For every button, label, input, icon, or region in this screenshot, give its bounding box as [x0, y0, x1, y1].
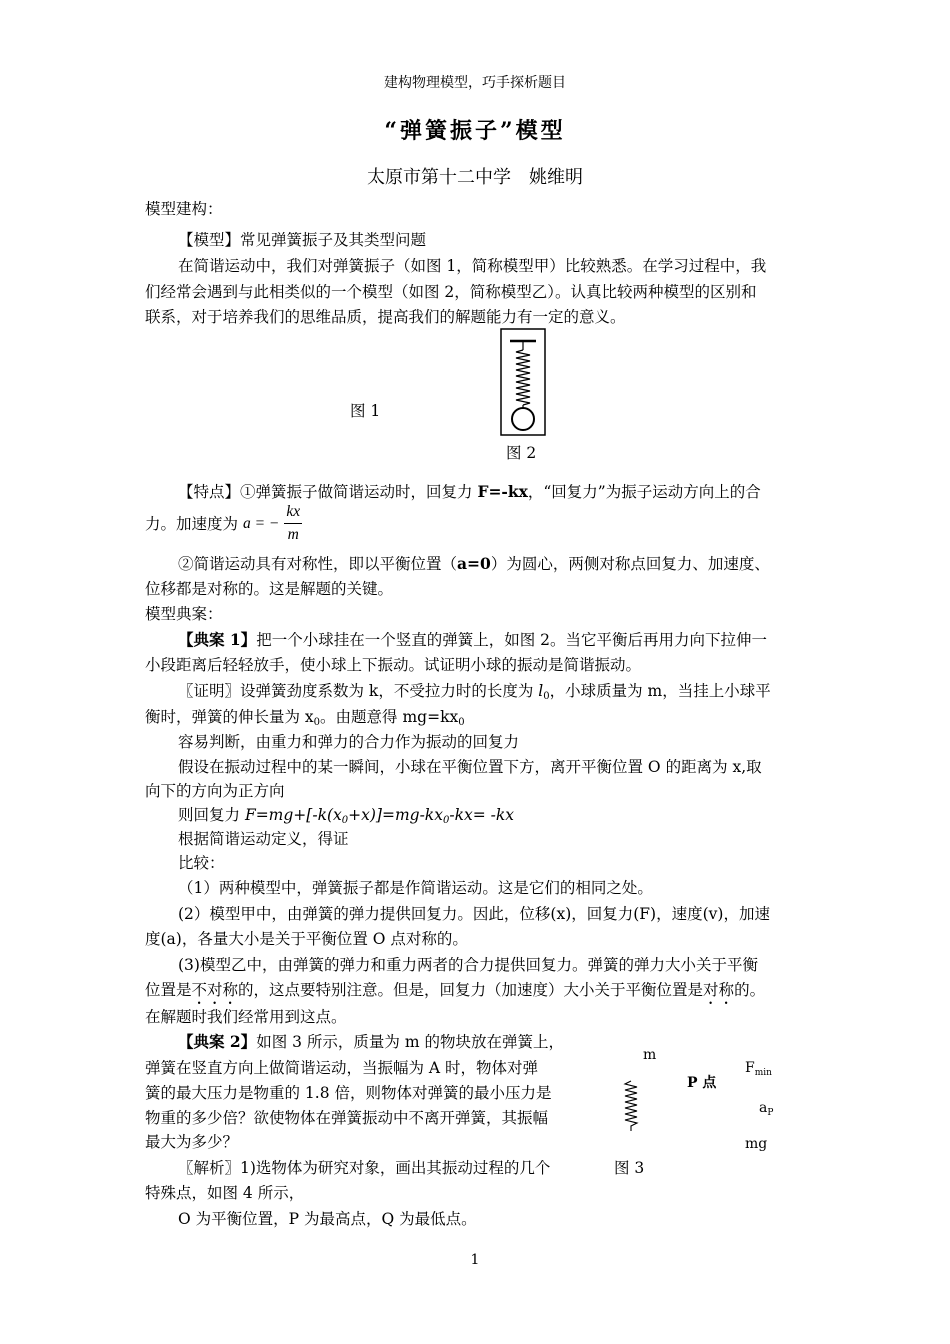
- analysis-line-1: 〖解析〗1)选物体为研究对象，画出其振动过程的几个: [178, 1159, 551, 1177]
- compare-1: （1）两种模型中，弹簧振子都是作简谐运动。这是它们的相同之处。: [178, 879, 653, 897]
- proof-line-7: 根据简谐运动定义，得证: [178, 830, 349, 848]
- case2-line-4: 物重的多少倍？欲使物体在弹簧振动中不离开弹簧，其振幅: [145, 1109, 549, 1127]
- intro-line-2: 们经常会遇到与此相类似的一个模型（如图 2，简称模型乙）。认真比较两种模型的区别和: [145, 283, 757, 301]
- intro-line-1: 在简谐运动中，我们对弹簧振子（如图 1，简称模型甲）比较熟悉。在学习过程中，我: [178, 257, 767, 275]
- page-title: “弹簧振子”模型: [384, 118, 566, 144]
- fig3-mass-label: m: [643, 1047, 657, 1063]
- model-heading: 【模型】常见弹簧振子及其类型问题: [178, 231, 427, 249]
- compare-2-line-2: 度(a)，各量大小是关于平衡位置 O 点对称的。: [145, 930, 468, 948]
- compare-label: 比较：: [178, 854, 225, 872]
- page-header: 建构物理模型，巧手探析题目: [384, 75, 566, 91]
- proof-line-2: 衡时，弹簧的伸长量为 $x_0$。由题意得 $mg=kx_0$: [145, 708, 465, 728]
- symmetry-line-2: 位移都是对称的。这是解题的关键。: [145, 580, 394, 598]
- analysis-line-2: 特殊点，如图 4 所示，: [145, 1184, 305, 1202]
- case2-line-3: 簧的最大压力是物重的 1.8 倍，则物体对弹簧的最小压力是: [145, 1084, 552, 1102]
- case2-line-2: 弹簧在竖直方向上做简谐运动，当振幅为 A 时，物体对弹: [145, 1059, 539, 1077]
- proof-line-3: 容易判断，由重力和弹力的合力作为振动的回复力: [178, 733, 520, 751]
- proof-line-5: 向下的方向为正方向: [145, 782, 285, 800]
- figure-2-spring-diagram: [500, 328, 548, 438]
- fig3-ap-label: $a_P$: [759, 1100, 774, 1118]
- feature-line-2: 力。加速度为 a = − $\frac{kx}{m}$: [145, 501, 302, 547]
- figure-1-caption: 图 1: [350, 402, 381, 420]
- case2-line-5: 最大为多少？: [145, 1133, 239, 1151]
- analysis-line-3: O 为平衡位置，P 为最高点，Q 为最低点。: [178, 1210, 477, 1228]
- section-cases: 模型典案：: [145, 605, 223, 623]
- compare-3-line-1: (3)模型乙中，由弹簧的弹力和重力两者的合力提供回复力。弹簧的弹力大小关于平衡: [178, 956, 758, 974]
- proof-line-4: 假设在振动过程中的某一瞬间，小球在平衡位置下方，离开平衡位置 O 的距离为 x,取: [178, 758, 762, 776]
- acceleration-fraction: $\frac{kx}{m}$: [286, 503, 301, 543]
- figure-3-caption: 图 3: [614, 1159, 645, 1177]
- proof-line-1: 〖证明〗设弹簧劲度系数为 k，不受拉力时的长度为 $l_0$，小球质量为 m，当挂上小球平: [178, 682, 771, 702]
- case1-line-2: 小段距离后轻轻放手，使小球上下振动。试证明小球的振动是简谐振动。: [145, 656, 642, 674]
- compare-3-line-3: 在解题时我们经常用到这点。: [145, 1008, 347, 1026]
- fig3-mg-label: mg: [745, 1136, 768, 1152]
- section-model-build: 模型建构：: [145, 200, 223, 218]
- compare-3-line-2: 位置是不对称的，这点要特别注意。但是，回复力（加速度）大小关于平衡位置是对称的。: [145, 981, 766, 999]
- fig3-fmin-label: $F_{min}$: [745, 1060, 772, 1078]
- case1-line-1: 【典案 1】把一个小球挂在一个竖直的弹簧上，如图 2。当它平衡后再用力向下拉伸一: [178, 630, 767, 649]
- feature-line-1: 【特点】①弹簧振子做简谐运动时，回复力 F=-kx，“回复力”为振子运动方向上的合: [178, 482, 761, 501]
- case2-line-1: 【典案 2】如图 3 所示，质量为 m 的物块放在弹簧上，: [178, 1032, 564, 1051]
- page-number: 1: [470, 1252, 480, 1268]
- figure-2-caption: 图 2: [506, 444, 537, 462]
- compare-2-line-1: (2）模型甲中，由弹簧的弹力提供回复力。因此，位移(x)，回复力(F)，速度(v)，加速: [178, 905, 770, 923]
- author-line: 太原市第十二中学 姚维明: [367, 167, 583, 188]
- proof-line-6: 则回复力 $F=mg+[-k(x_0+x)]=mg-kx_0-kx= -kx$: [178, 806, 514, 826]
- intro-line-3: 联系，对于培养我们的思维品质，提高我们的解题能力有一定的意义。: [145, 308, 626, 326]
- fig3-p-point-label: P 点: [687, 1075, 717, 1091]
- symmetry-line-1: ②简谐运动具有对称性，即以平衡位置（a=0）为圆心，两侧对称点回复力、加速度、: [178, 554, 770, 573]
- fig3-spring: [622, 1080, 640, 1132]
